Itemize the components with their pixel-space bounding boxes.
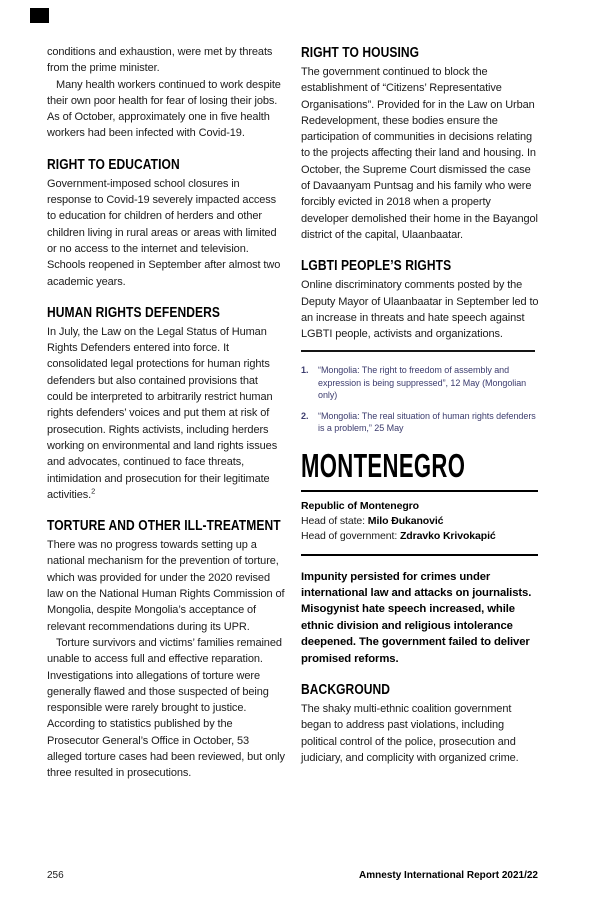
country-info-block xyxy=(301,492,539,554)
section-heading-lgbti-peoples-rights: LGBTI PEOPLE’S RIGHTS xyxy=(301,258,452,275)
continued-paragraph: conditions and exhaustion, were met by threats from the prime minister. xyxy=(47,46,273,75)
section-heading-right-to-housing: RIGHT TO HOUSING xyxy=(301,45,420,61)
paragraph: The shaky multi-ethnic coalition government began to address past violations, including political control of the police, prosecution and judiciary, and complicity with organized crime. xyxy=(301,703,519,764)
head-of-government-line xyxy=(301,529,539,544)
page-footer xyxy=(47,870,538,882)
section-heading-right-to-education: RIGHT TO EDUCATION xyxy=(47,156,180,173)
footnote-number: 1. xyxy=(301,365,309,376)
section-heading-background: BACKGROUND xyxy=(301,682,391,698)
footnote-item-1 xyxy=(301,364,539,402)
country-heading-montenegro: MONTENEGRO xyxy=(301,446,466,484)
paragraph: Torture survivors and victims’ families remained unable to access full and effective reparation. Investigations into allegations of torture were generally flawed and those suspected of being responsible were rarely brought to justice. According to statistics published by the Prosecutor General’s Office in October, 53 alleged torture cases had been reviewed, but only three resulted in prosecutions. xyxy=(47,636,285,780)
country-header-rule-bottom xyxy=(301,554,538,556)
footnote-reference-2: 2 xyxy=(91,486,96,496)
paragraph: Government-imposed school closures in response to Covid-19 severely impacted access to education for children of herders and other children living in rural areas or areas with limited or no access to the internet and television. Schools reopened in September after almost two academic years. xyxy=(47,177,281,288)
page-number: 256 xyxy=(47,870,64,881)
section-heading-human-rights-defenders: HUMAN RIGHTS DEFENDERS xyxy=(47,304,221,321)
footnote-text: “Mongolia: The real situation of human rights defenders is a problem,” 25 May xyxy=(318,410,536,434)
page-corner-tab xyxy=(30,8,49,23)
footnote-divider-rule xyxy=(301,350,535,352)
paragraph: Online discriminatory comments posted by the Deputy Mayor of Ulaanbaatar in September led to an increase in threats and hate speech against LGBTI people, activists and organizations. xyxy=(301,279,539,341)
head-of-state-label: Head of state: xyxy=(301,515,368,528)
country-summary: Impunity persisted for crimes under international law and attacks on journalists. Misogynist hate speech increased, while ethnic division and religious intolerance deepened. The government failed to deliver promised reforms. xyxy=(301,570,532,665)
paragraph: Many health workers continued to work despite their own poor health for fear of losing their jobs. As of October, approximately one in five health workers had been infected with Covid-19. xyxy=(47,78,281,140)
footnote-text: “Mongolia: The right to freedom of assembly and expression is being suppressed”, 12 May (Mongolian only) xyxy=(318,365,527,401)
head-of-state-name: Milo Đukanović xyxy=(367,515,444,528)
right-column xyxy=(301,44,539,782)
head-of-government-name: Zdravko Krivokapić xyxy=(399,530,496,543)
paragraph-text: In July, the Law on the Legal Status of Human Rights Defenders entered into force. It consolidated legal protections for human rights defenders but also contained provisions that could be interpreted to arbitrarily restrict human rights defenders’ voices and put them at risk of prosecution. Rights activists, including herders working on environmental and land rights issues and advocates, continued to face threats, intimidation and prosecution for their legitimate activities. xyxy=(47,325,278,501)
left-column xyxy=(47,44,285,782)
paragraph xyxy=(47,324,285,503)
footnote-item-2 xyxy=(301,410,539,435)
paragraph: There was no progress towards setting up a national mechanism for the prevention of torture, which was provided for under the 2020 revised law on the National Human Rights Commission of Mongolia, despite Mongolia’s acceptance of relevant recommendations during its UPR. xyxy=(47,539,285,633)
section-heading-torture-and-other-ill-treatment: TORTURE AND OTHER ILL-TREATMENT xyxy=(47,518,281,535)
head-of-government-label: Head of government: xyxy=(301,530,400,543)
paragraph: The government continued to block the establishment of “Citizens’ Representative Organisations”. Provided for in the Law on Urban Redevelopment, these bodies ensure the participation of communities in decisions relating to the projects affecting their land and housing. In October, the Supreme Court dismissed the case of Davaanyam Puntsag and his family who were forcibly evicted in 2018 when a property developer demolished their home in the Bayangol district of the capital, Ulaanbaatar. xyxy=(301,66,538,241)
head-of-state-line xyxy=(301,514,539,529)
country-official-name: Republic of Montenegro xyxy=(301,499,419,512)
footnote-number: 2. xyxy=(301,410,309,421)
two-column-layout xyxy=(47,44,538,782)
report-title: Amnesty International Report 2021/22 xyxy=(359,870,538,881)
footnote-list xyxy=(301,364,539,435)
